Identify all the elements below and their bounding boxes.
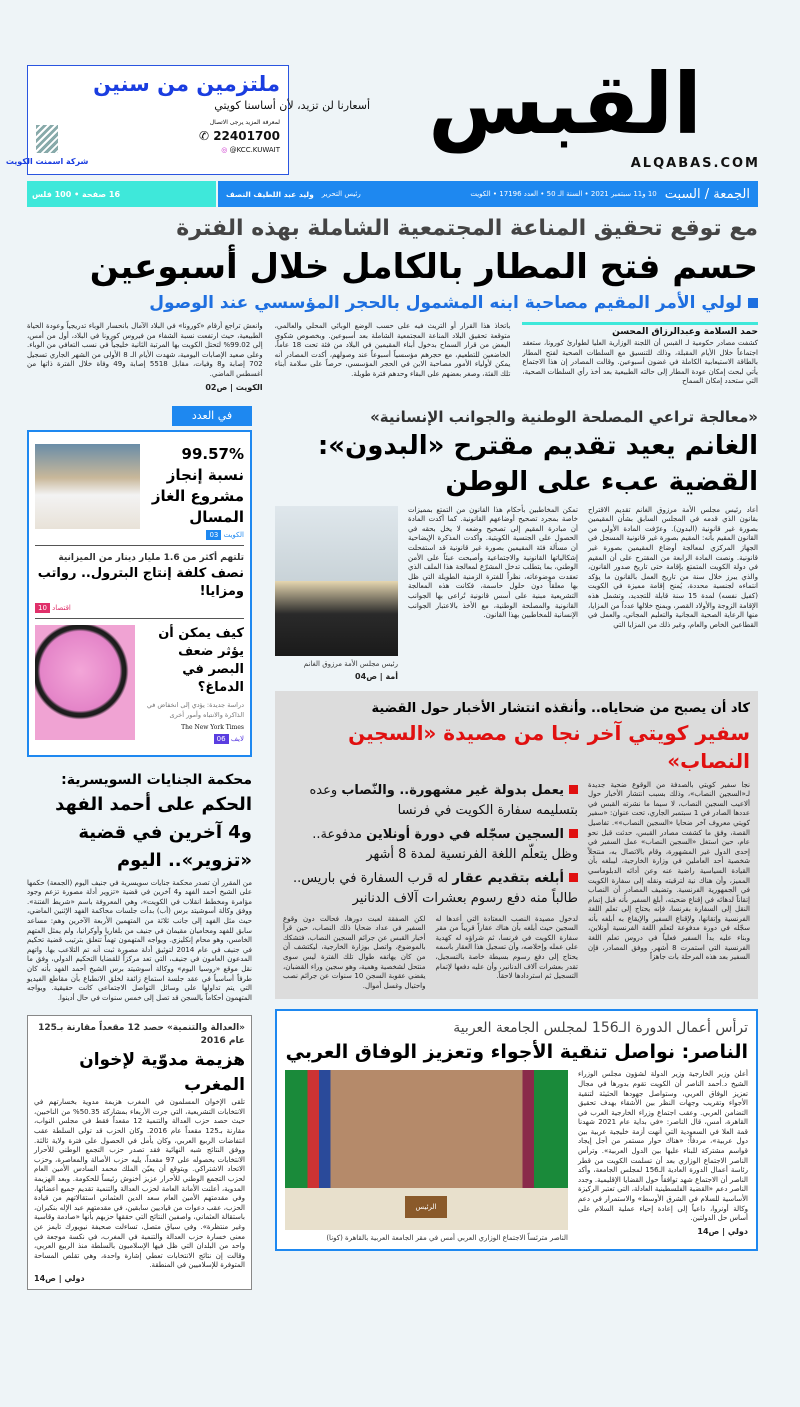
- lead-story: [27, 214, 758, 392]
- story4: [27, 769, 252, 1004]
- story6-body: أعلن وزير الخارجية وزير الدولة لشؤون مجلس الوزراء الشيخ د.أحمد الناصر أن الكويت تقوم بدورها في مجال تعزيز الوفاق العربي، وستواصل جهودها الحثيثة لتنقية الأجواء وتقريب وجهات النظر بين الأشقاء بهدف تحقيق التضامن العربي. وعقب اجتماع وزراء الخارجية العرب في القاهرة، أمس، قال الناصر: «في بداية عام 2021 شهدنا قمة العلا في السعودية التي أنهت أزمة خليجية عربية بين دول عربية»، مردفاً: «هناك حوار مستمر من أجل إيجاد قواسم مشتركة للبناء عليها بين الدول العربية». وترأس الناصر الاجتماع الوزاري بعد أن تسلمت الكويت من قطر رئاسة أعمال الدورة العادية الـ156 لمجلس الجامعة، وأكد الناصر أن الاجتماع شهد توافقاً حول القضايا الإقليمية. وجدد الناصر دعم «القضية الفلسطينية العادلة، التي تعتبر الركيزة الأساسية للسلام في الشرق الأوسط» والاستمرار في دعم وكالة أونروا، داعياً إلى إعادة إحياء عملية السلام على أساس حل الدولتين.: [578, 1070, 748, 1223]
- ad-subtitle: أسعارنا لن تزيد، لأن أساسنا كويتي: [214, 99, 370, 112]
- issue-date: 10 و11 سبتمبر 2021 • السنة الـ 50 • العدد 17196 • الكويت: [470, 190, 657, 198]
- story3-box: [275, 691, 758, 1000]
- story5-page-ref[interactable]: دولي | ص14: [34, 1273, 85, 1283]
- lead-col-3: وانعش تراجع أرقام «كورونا» في البلاد الآمال بانحسار الوباء تدريجياً وعودة الحياة الطبيعية، حيث ارتفعت نسبة الشفاء من فيروس كورونا في البلاد، أول من أمس، إلى 99.02% لتحتل الكويت بها المرتبة الثانية خليجياً في نسب التعافي من الوباء. وعلى صعيد الإصابات اليومية، شهدت الأيام الـ 8 الأولى من الشهر الجاري تسجيل 702 إصابة و8 وفيات، مقابل 5518 إصابة و49 وفاة خلال الفترة ذاتها من أغسطس الماضي.: [26, 322, 263, 378]
- story5-kicker: «العدالة والتنمية» حصد 12 مقعداً مقارنة بـ125 عام 2016: [38, 1023, 245, 1047]
- story2-photo: [275, 506, 398, 656]
- inside-item-3-summary: دراسة جديدة: يؤدي إلى انخفاض في الذاكرة والانتباه وأمور أخرى: [146, 700, 244, 719]
- editor-label: رئيس التحرير: [321, 190, 361, 198]
- story6-kicker: ترأس أعمال الدورة الـ156 لمجلس الجامعة العربية: [453, 1020, 748, 1037]
- lead-col-3-wrap: [27, 322, 263, 392]
- bullet-square-icon: [569, 785, 578, 794]
- story5-box: [27, 1015, 252, 1290]
- story2-kicker: «معالجة تراعي المصلحة الوطنية والجوانب الإنسانية»: [370, 407, 758, 426]
- ad-contact-label: لمعرفة المزيد يرجى الاتصال: [209, 119, 280, 126]
- story3-bullet: السجين سجّله في دورة أونلاين مدفوعة.. وظل يتعلّم اللغة الفرنسية لمدة 8 أشهر: [312, 826, 578, 862]
- inside-section: [27, 406, 252, 757]
- inside-item-2-ref[interactable]: اقتصاد 10: [35, 604, 244, 612]
- inside-item-3-ref[interactable]: لايف 06: [145, 735, 244, 743]
- ad-company: شركة اسمنت الكويت: [5, 157, 89, 166]
- story3-right: [283, 781, 578, 992]
- story3-col-2: لدخول مصيدة النصب المعتادة التي أعدها له السجين حيث أبلغه بأن هناك عقاراً قريباً من مقر سفارة الكويت في فرنسا، ثم شراؤه له كهدية على عمله وإخلاصه، وأن تسجيل هذا العقار باسمه يحتاج إلى دفع رسوم بسيطة خاصة بالتسجيل، تقدر بعشرات آلاف الدنانير، وأن عليه دفعها لإتمام التسجيل ثم استردادها لاحقاً.: [435, 914, 578, 981]
- lead-columns: [27, 322, 758, 392]
- story6-photo-caption: الناصر مترئساً الاجتماع الوزاري العربي أمس في مقر الجامعة العربية بالقاهرة (كونا): [326, 1234, 568, 1243]
- story5-body: تلقى الإخوان المسلمون في المغرب هزيمة مدوية بخسارتهم في الانتخابات التشريعية، التي جرت الأربعاء بمشاركة 50.35% من الناخبين، حيث حصد حزب العدالة والتنمية 12 مقعداً فقط في مجلس النواب، مقارنة بـ125 مقعداً عام 2016. وكان الحزب قد تولى السلطة عقب انتفاضات الربيع العربي، وكان يأمل في الحصول على فترة ولاية ثالثة. ووفق النتائج شبه النهائية فقد تصدر حزب التجمع الوطني للأحرار الانتخابات بحصوله على 97 مقعداً، يليه حزب الأصالة والمعاصرة، وحزب الاتحاد الاشتراكي. ويتوقع أن يعيّن الملك محمد السادس الأمين العام لحزب التجمع الوطني للأحرار عزيز أخنوش رئيساً للحكومة. وبعد الهزيمة المدوية، أعلنت الأمانة العامة لحزب العدالة والتنمية تقديم جميع أعضائها، وفي مقدمتهم الأمين العام سعد الدين العثماني استقالاتهم من قيادة الحزب، عقب دعوات من قياديين سابقين، في مقدمتهم عبد الإله بنكيران، باستقالة العثماني، واصفين النتائج التي حققها حزبهم بأنها «صادمة وقاسية وغير منتظرة». وفي سياق متصل، تساءلت صحيفة نيويورك تايمز عن معنى خسارة حزب العدالة والتنمية في المغرب، في نكسة موجعة في واحد من البلدان التي ظل فيها الإسلاميون بالسلطة منذ الربيع العربي، وقالت إن نتائج الانتخابات تعطي إشارة واحدة، وهي تقلص المساحة المتوفرة للإسلاميين في المنطقة.: [34, 1098, 246, 1270]
- sidebar-column: [27, 406, 252, 1290]
- story2-col-1: أعاد رئيس مجلس الأمة مرزوق الغانم تقديم الاقتراح بقانون الذي قدمه في المجلس السابق بشأن المقيمين بصورة غير قانونية (البدون). وعرّفت المادة الأولى من القانون المقيم بأنه: المقيم بصورة غير قانونية المسجل في الجهاز المركزي لمعالجة أوضاع المقيمين بصورة غير قانونية. ونصت المادة الرابعة من المقترح على أن المقيم في دولة الكويت المتمتع بإقامة حتى تاريخ صدور القانون، والذي يبرز خلال سنة من تاريخ العمل بالقانون ما يؤكد انتماءه لجنسية محددة، يُمنح إقامة مميزة في الكويت (كفيل نفسه) لمدة 15 سنة قابلة للتجديد، وتشمل هذه الإقامة الزوجة والأولاد القصر، ويمنح خلالها عدداً من المزايا، منها الرعاية الصحية المجانية والتعليم المجاني، والعمل في القطاعين الخاص والعام، وغير ذلك من المزايا التي: [587, 505, 758, 629]
- issue-day: الجمعة / السبت: [664, 186, 750, 202]
- inside-photo-3: [35, 625, 135, 740]
- bullet-square-icon: [748, 298, 758, 308]
- story5-headline[interactable]: هزيمة مدوّية لإخوان المغرب: [79, 1050, 245, 1096]
- story3-bullet: يعمل بدولة غير مشهورة.. والنّصاب وعده بتسليمه سفارة الكويت في فرنسا: [309, 782, 578, 818]
- main-column: [275, 406, 758, 1252]
- story6-photo-block: [285, 1070, 568, 1243]
- story3-col-3: لكن الصفقة لعبت دورها، فحالت دون وقوع السفير في عداد ضحايا ذلك النصاب، حين قرأ أخبار القبس عن جرائم السجين النصاب، فتشكك بالموضوع، واتصل بوزارة الخارجية، ليكتشف أن من كان يهاتفه طوال تلك الفترة ليس سوى منتحل لشخصية وهمية، وهو سجين وراء القضبان، يقضي عقوبة السجن 10 سنوات عن جرائم نصب واحتيال وغسل أموال.: [283, 914, 426, 990]
- issue-info-bar: [218, 181, 758, 207]
- story6-photo: [285, 1070, 568, 1230]
- inside-item-1-ref[interactable]: الكويت 03: [150, 531, 244, 539]
- story3-bullet: أبلغه بتقديم عقار له قرب السفارة في باريس.. طالباً منه دفع رسوم بعشرات آلاف الدنانير: [292, 870, 578, 906]
- story6-box: [275, 1009, 758, 1251]
- body-columns: [27, 406, 758, 1290]
- story6-page-ref[interactable]: دولي | ص14: [697, 1226, 748, 1236]
- story2-photo-caption: رئيس مجلس الأمة مرزوق الغانم: [303, 659, 398, 668]
- story2-page-ref[interactable]: أمة | ص04: [355, 671, 398, 681]
- inside-photo-1: [35, 444, 140, 529]
- inside-item-2-headline[interactable]: نصف كلفة إنتاج البترول.. رواتب ومزايا!: [37, 565, 244, 599]
- lead-page-ref[interactable]: الكويت | ص02: [205, 382, 263, 392]
- bullet-square-icon: [569, 829, 578, 838]
- inside-item-3[interactable]: [35, 619, 244, 749]
- inside-item-2[interactable]: [35, 546, 244, 619]
- ad-title: ملتزمين من سنين: [93, 72, 280, 96]
- story6-nameplate: الرئيس: [405, 1196, 447, 1218]
- lead-headline[interactable]: حسم فتح المطار بالكامل خلال أسبوعين: [89, 247, 758, 287]
- story3-col-1: نجا سفير كويتي بالصدفة من الوقوع ضحية جديدة لـ«السجين النصاب»، وذلك بسبب انتشار الأخبار حول ألاعيب السجين النصاب، لا سيما ما نشرته القبس في عددها الصادر في 1 سبتمبر الجاري، تحت عنوان: «سفير كويتي معروف آخر ضحايا «السجين النصاب»». تفاصيل القصة، وفق ما كشفت مصادر القبس، حدثت قبل نحو عام، حين استغل «السجين النصاب» عمل السفير في إحدى الدول غير المشهورة، وقام بالاتصال به، منتحلاً شخصية أحد العاملين في وزارة الخارجية، ليبلغه بأن القيادة السياسية راضية عنه وعن أدائه الدبلوماسي المميز، وأن هناك نية لترقيته ونقله إلى سفارة الكويت في الجمهورية الفرنسية. وتضيف المصادر أن النصاب إتقاناً لدهائه في إقناع ضحيته، أبلغ السفير بأنه قبل إتمام النقل إلى السفارة بفرنسا، فإنه يحتاج إلى تعلم اللغة الفرنسية وإتقانها، ولإقناع السفير والإيقاع به أبلغه بأنه سجّله في دورة مدفوعة لتعلم اللغة الفرنسية أونلاين، وبناء عليه بدأ السفير فعلياً في دروس تعلم اللغة الفرنسية التي استمرت 8 أشهر. ووفق المصادر، فإن السفير بعد هذه المرحلة بات جاهزاً: [588, 780, 751, 962]
- page-content: [27, 214, 758, 1290]
- lead-col-1: كشفت مصادر حكومية لـ القبس أن اللجنة الوزارية العليا لطوارئ كورونا، ستعقد اجتماعاً خلال الأيام المقبلة، وذلك للتنسيق مع السلطات الصحية لفتح المطار بالطاقة الاستيعابية الكاملة في غضون أسبوعين. وقالت المصادر إن هذا الاجتماع يأتي لبحث إمكان عودة المطار إلى حالته الطبيعية بعد أخذ رأي السلطات الصحية، التي ستحدد إمكان السماح: [522, 339, 758, 386]
- logo-arabic: القبس: [428, 55, 702, 153]
- inside-item-3-headline[interactable]: كيف يمكن أن يؤثر ضعف البصر في الدماغ؟: [158, 625, 244, 695]
- pages-price: 16 صفحة • 100 فلس: [27, 181, 216, 207]
- inside-label: في العدد: [172, 406, 252, 426]
- story2: [275, 406, 758, 681]
- inside-item-1[interactable]: [35, 438, 244, 546]
- story4-kicker: محكمة الجنايات السويسرية:: [61, 771, 252, 788]
- ad-company-block: [7, 70, 87, 170]
- story3-kicker: كاد أن يصبح من ضحاياه.. وأنقذه انتشار الأخبار حول القضية: [371, 700, 750, 716]
- inside-item-3-source: The New York Times: [181, 723, 244, 731]
- story4-headline[interactable]: الحكم على أحمد الفهد و4 آخرين في قضية «تزوير».. اليوم: [55, 793, 252, 871]
- story4-body: من المقرر أن تصدر محكمة جنايات سويسرية في جنيف اليوم (الجمعة) حكمها على الشيخ أحمد الفهد و4 آخرين في قضية «تزوير أدلة مصورة تزعم وجود مؤامرة ومخطط انقلاب في الكويت»، وهي المعروفة باسم «شريط الفتنة». ووفق وكالة أسوشيتد برس (أب) بدأت جلسات محاكمة الفهد الإثنين الماضي، حيث مثل الفهد إلى جانب ثلاثة من المتهمين الأربعة الآخرين وهم: مساعد سابق للفهد ومحاميان مقيمان في جنيف من بلغاريا وأوكرانيا، ولم يمثل المتهم الخامس، وهو محام إنكليزي. ويواجه المتهمون تهماً تتعلق بترتيب قضية تحكيم في جنيف في عام 2014 لتوثيق أدلة مصورة ثبت أنه تم التلاعب بها. واتهم المدعون العامون في جنيف، التي تعد مركزاً للقضايا التحكيم الدولي، وفق ما نقل موقع «روسيا اليوم» ووكالة أسوشيتد برس الشيخ أحمد الفهد بأنه كان طرفاً أساسياً في عقد جلسة استماع زائفة لخلق الانطباع بأن مقاطع الفيديو التي يتم تداولها على وسائل التواصل الاجتماعي كانت حقيقية. ويواجه المتهمون أحكاماً بالسجن قد تصل إلى خمس سنوات في حال أدينوا.: [27, 878, 253, 1002]
- inside-box: [27, 430, 252, 757]
- story6-headline[interactable]: الناصر: نواصل تنقية الأجواء وتعزيز الوفاق العربي: [285, 1041, 748, 1064]
- editor-name: وليد عبد اللطيف النصف: [226, 189, 314, 199]
- lead-col-2: باتخاذ هذا القرار أو التريث فيه على حسب الوضع الوبائي المحلي والعالمي، متوقعة تحقيق البلاد المناعة المجتمعية الشاملة بعد أسبوعين. وبخصوص شكوى البعض من قرار السماح بدخول أبناء المقيمين في البلاد من فئة تحت 18 عاماً، الخاضعين للتطعيم، مع حجرهم مؤسسياً أسبوعاً عند وصولهم، أكدت المصادر أنه يمكن لأولياء الأمور مصاحبة الابن في الحجر المؤسسي، حرصاً على سلامة أبناء تلك الفئة، وصغر بعضهم على البقاء وحدهم فترة طويلة.: [274, 322, 511, 378]
- lead-kicker: مع توقع تحقيق المناعة المجتمعية الشاملة بهذه الفترة: [176, 216, 758, 241]
- inside-item-1-headline[interactable]: 99.57% نسبة إنجاز مشروع الغاز المسال: [151, 444, 244, 526]
- advertisement[interactable]: [5, 65, 370, 175]
- inside-item-2-kicker: تلتهم أكثر من 1.6 مليار دينار من الميزانية: [58, 552, 244, 563]
- lead-subhead: لولي الأمر المقيم مصاحبة ابنه المشمول بالحجر المؤسسي عند الوصول: [27, 290, 758, 316]
- story3-headline[interactable]: سفير كويتي آخر نجا من مصيدة «السجين النصاب»: [348, 720, 750, 773]
- story2-headline[interactable]: الغانم يعيد تقديم مقترح «البدون»: القضية عبء على الوطن: [317, 430, 758, 497]
- ad-phone: ✆ 22401700: [198, 129, 280, 143]
- bullet-square-icon: [569, 873, 578, 882]
- story2-col-2: تمكن المخاطبين بأحكام هذا القانون من التمتع بمميزات خاصة بمجرد تصحيح أوضاعهم القانونية. كما أكدت المادة أن مبادرة المقيم إلى تصحيح وضعه لا يخل بحقه في الحصول على الجنسية الكويتية. وأكدت المذكرة الإيضاحية أن مسألة فئة المقيمين بصورة غير قانونية قد استفحلت إشكالياتها القانونية والاجتماعية وأصبحت عبئاً على الأمن الوطني، بما يتطلب تدخل المشرّع لمعالجة هذا الملف الذي تعقدت موضوعاته، نظراً للفترة الزمنية الطويلة التي ظل بها معلقاً دون حلول حاسمة، فكانت هذه المعالجة التشريعية مبنية على أسس قانونية تُراعى بها الجوانب القانونية والمصلحة الوطنية، مع الأخذ بالاعتبار الجوانب الإنسانية للمخاطبين بهذا القانون.: [408, 505, 578, 620]
- lead-byline: حمد السلامة وعبدالرزاق المحسن: [522, 322, 758, 337]
- instagram-icon: ◎: [221, 146, 230, 154]
- ad-instagram: ◎ @KCC.KUWAIT: [221, 146, 280, 154]
- company-logo-icon: [36, 125, 58, 153]
- story2-photo-block: [275, 506, 398, 681]
- story6-text: [578, 1070, 748, 1236]
- lead-col-1-wrap: [522, 322, 758, 387]
- logo-url[interactable]: ALQABAS.COM: [630, 156, 760, 171]
- masthead-logo[interactable]: [370, 56, 760, 176]
- ad-text: [93, 70, 370, 170]
- phone-icon: ✆: [198, 129, 214, 143]
